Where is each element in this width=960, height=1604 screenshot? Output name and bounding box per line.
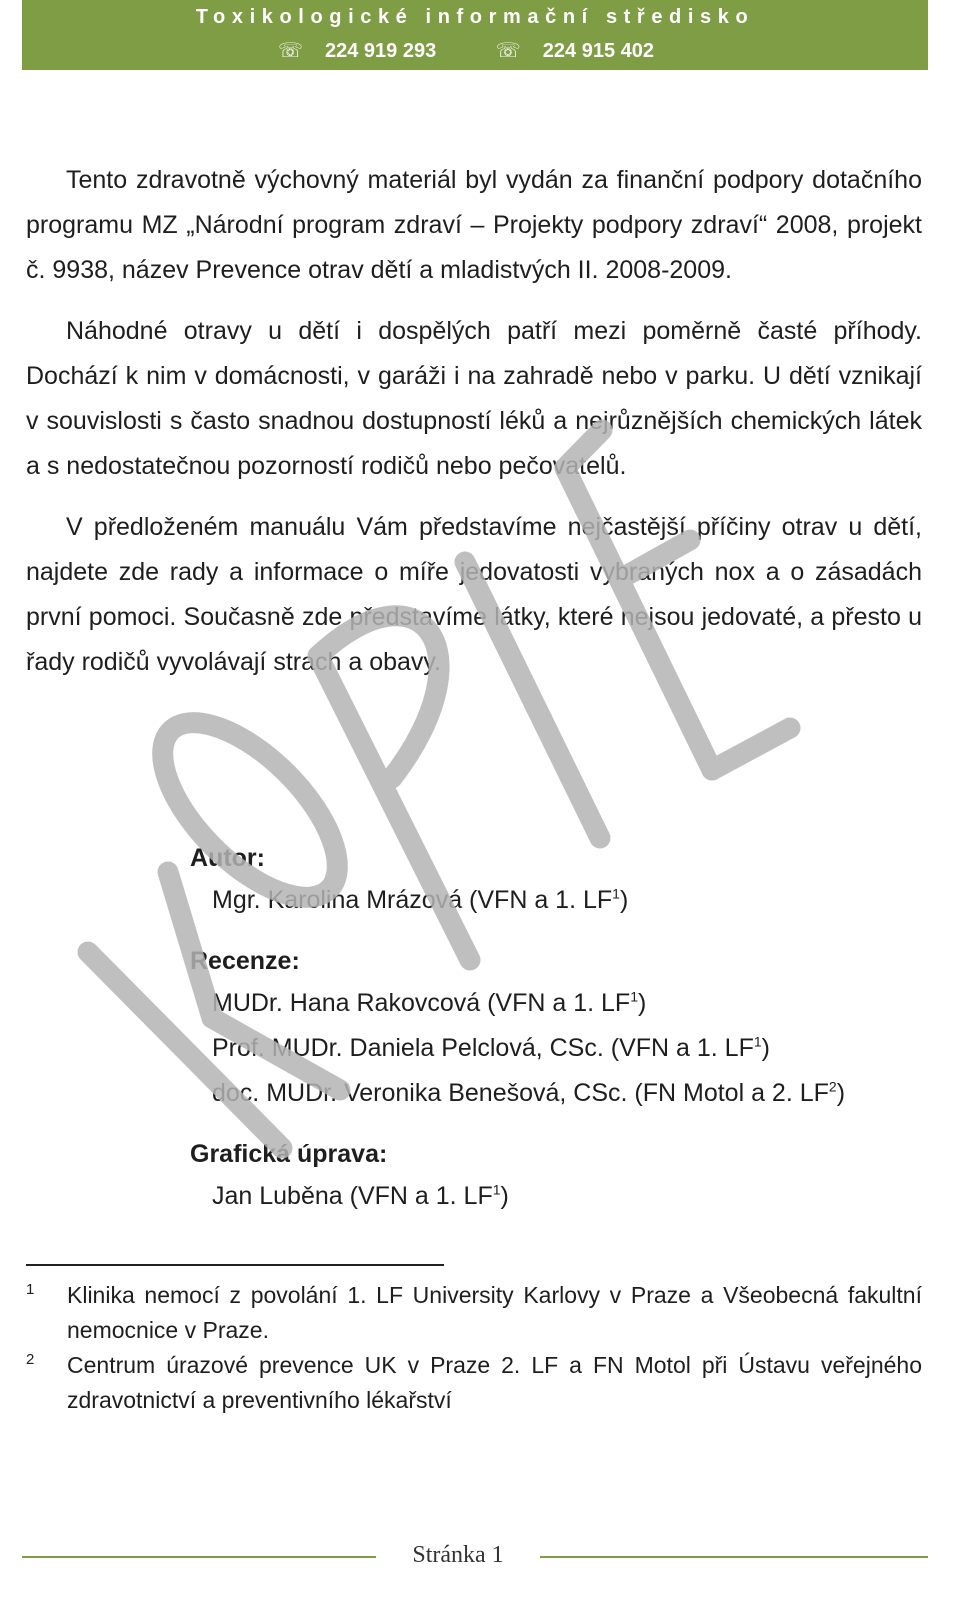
footnote-number: 2 [26, 1351, 35, 1368]
review-label: Recenze: [190, 947, 300, 975]
phone-1[interactable] [278, 40, 454, 62]
phone-icon: ☏ [495, 40, 521, 62]
footnote-number: 1 [26, 1281, 35, 1298]
graphics-name: Jan Luběna (VFN a 1. $LF^1$) [212, 1181, 509, 1210]
page-footer [0, 1540, 960, 1570]
organization-name: Toxikologické informační středisko [195, 6, 755, 28]
phone-numbers [22, 38, 928, 63]
watermark-e-bottom [712, 728, 790, 770]
graphics-label: Grafická úprava: [190, 1140, 388, 1168]
reviewer-name: doc. MUDr. Veronika Benešová, CSc. (FN Motol a 2. $LF^2$) [212, 1078, 846, 1107]
credits-block [190, 838, 935, 1237]
footer-rule-left [22, 1556, 376, 1558]
body-text [26, 158, 922, 701]
page-number: Stránka 1 [412, 1542, 504, 1568]
letterhead-banner [22, 0, 928, 70]
footnote-divider [26, 1264, 444, 1266]
footnotes [26, 1278, 922, 1418]
footnote-text: Klinika nemocí z povolání 1. LF University Karlovy v Praze a Všeobecná fakultní nemocnice v Praze. [67, 1282, 922, 1343]
paragraph-funding: Tento zdravotně výchovný materiál byl vydán za finanční podpory dotačního programu MZ „Národní program zdraví – Projekty podpory zdraví“ 2008, projekt č. 9938, název Prevence otrav dětí a mladistvých II. 2008-2009. [26, 166, 922, 284]
footnote [26, 1278, 922, 1348]
phone-icon: ☏ [277, 40, 303, 62]
paragraph-manual: V předloženém manuálu Vám představíme nejčastější příčiny otrav u dětí, najdete zde rady a informace o míře jedovatosti vybraných nox a o zásadách první pomoci. Současně zde představíme látky, které nejsou jedovaté, a přesto u řady rodičů vyvolávají strach a obavy. [26, 513, 922, 676]
phone-number: 224 919 293 [324, 40, 437, 62]
footer-rule-right [540, 1556, 928, 1558]
paragraph-intro: Náhodné otravy u dětí i dospělých patří mezi poměrně časté příhody. Dochází k nim v domácnosti, v garáži i na zahradě nebo v parku. U dětí vznikají v souvislosti s často snadnou dostupností léků a nejrůznějších chemických látek a s nedostatečnou pozorností rodičů nebo pečovatelů. [26, 317, 922, 480]
author-label: Autor: [190, 844, 265, 872]
phone-number: 224 915 402 [542, 40, 655, 62]
author-name: Mgr. Karolina Mrázová (VFN a 1. $LF^1$) [212, 885, 629, 914]
phone-2[interactable] [496, 40, 672, 62]
footnote [26, 1348, 922, 1418]
reviewer-name: Prof. MUDr. Daniela Pelclová, CSc. (VFN a 1. $LF^1$) [212, 1033, 770, 1062]
reviewer-name: MUDr. Hana Rakovcová (VFN a 1. $LF^1$) [212, 988, 647, 1017]
footnote-text: Centrum úrazové prevence UK v Praze 2. LF a FN Motol při Ústavu veřejného zdravotnictví a preventivního lékařství [67, 1352, 922, 1413]
